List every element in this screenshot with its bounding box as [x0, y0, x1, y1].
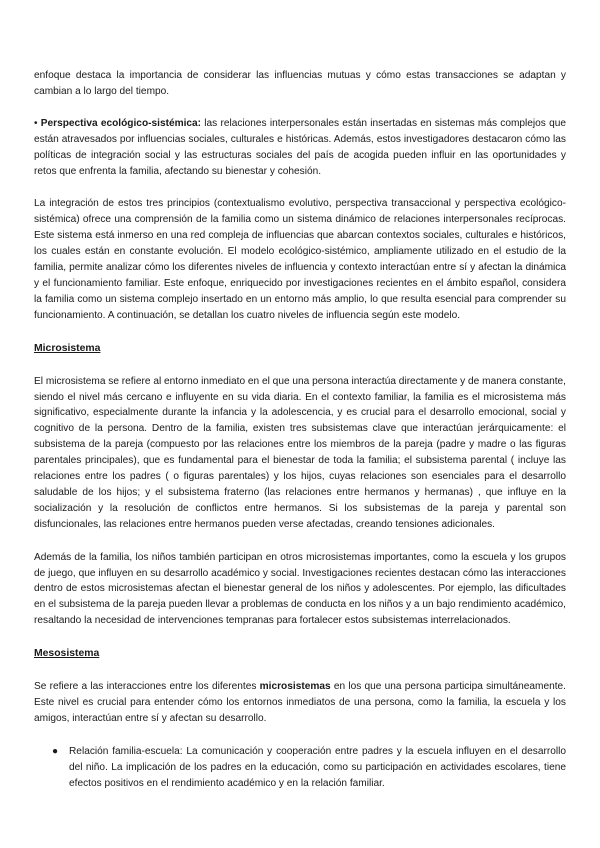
ecological-systemic-text: las relaciones interpersonales están insertadas en sistemas más complejos que están atravesados por influencias sociales, culturales e históricas. Además, estos investigadores destacaron cómo las políticas de integración social y las estructuras sociales del país de acogida pueden influir en las oportunidades y retos que enfrenta la familia, afectando su bienestar y cohesión. [34, 117, 566, 177]
heading-microsistema: Microsistema [34, 342, 101, 354]
paragraph-microsistema-other: Además de la familia, los niños también participan en otros microsistemas importantes, como la escuela y los grupos de juego, que influyen en su desarrollo académico y social. Investigaciones recientes destacan cómo las interacciones dentro de estos microsistemas afectan el bienestar general de los niños y adolescentes. Por ejemplo, las dificultades en el subsistema de la pareja pueden llevar a problemas de conducta en los niños y a un bajo rendimiento académico, resaltando la necesidad de intervenciones tempranas para fortalecer estos subsistemas interrelacionados. [34, 551, 566, 627]
bullet-symbol: • [34, 117, 38, 129]
paragraph-transactional-end: enfoque destaca la importancia de considerar las influencias mutuas y cómo estas transacciones se adaptan y cambian a lo largo del tiempo. [34, 70, 566, 97]
paragraph-mesosistema-definition [34, 679, 566, 727]
mesosistema-text-b: en los que una persona participa simultáneamente. Este nivel es crucial para entender cómo los entornos inmediatos de una persona, como la familia, la escuela y los amigos, interactúan entre sí y afectan su desarrollo. [34, 681, 566, 724]
paragraph-microsistema-definition: El microsistema se refiere al entorno inmediato en el que una persona interactúa directamente y de manera constante, siendo el nivel más cercano e influyente en su vida diaria. En el contexto familiar, la familia es el microsistema más significativo, especialmente durante la infancia y la adolescencia, y es crucial para el desarrollo emocional, social y cognitivo de la persona. Dentro de la familia, existen tres subsistemas clave que interactúan jerárquicamente: el subsistema de la pareja (compuesto por las relaciones entre los miembros de la pareja (padre y madre o las figuras parentales principales), que es fundamental para el bienestar de toda la familia; el subsistema parental ( incluye las relaciones entre los padres ( o figuras parentales) y los hijos, cuyas relaciones son esenciales para el desarrollo saludable de los hijos; y el subsistema fraterno (las relaciones entre hermanos y hermanas) , que influye en la socialización y la resolución de conflictos entre hermanos. Si los subsistemas de la pareja y parental son disfuncionales, las relaciones entre hermanos pueden verse afectadas, creando tensiones adicionales. [34, 375, 566, 530]
list-item-family-school-text: Relación familia-escuela: La comunicación y cooperación entre padres y la escuela influyen en el desarrollo del niño. La implicación de los padres en la educación, como su participación en actividades escolares, tiene efectos positivos en el rendimiento académico y en la relación familiar. [69, 745, 566, 789]
paragraph-integration: La integración de estos tres principios (contextualismo evolutivo, perspectiva transaccional y perspectiva ecológico-sistémica) ofrece una comprensión de la familia como un sistema dinámico de relaciones interpersonales recíprocas. Este sistema está inmerso en una red compleja de influencias que abarcan contextos sociales, culturales e históricos, los cuales están en constante evolución. El modelo ecológico-sistémico, ampliamente utilizado en el estudio de la familia, permite analizar cómo los diferentes niveles de influencia y contexto interactúan entre sí y afectan la dinámica y el funcionamiento familiar. Este enfoque, enriquecido por investigaciones recientes en el ámbito español, considera la familia como un sistema complejo insertado en un entorno más amplio, lo que resulta esencial para comprender su funcionamiento. A continuación, se detallan los cuatro niveles de influencia según este modelo. [34, 198, 566, 321]
term-microsistemas: microsistemas [259, 681, 331, 693]
paragraph-ecological-systemic [34, 116, 566, 180]
list-item-family-school [34, 744, 566, 792]
mesosistema-text-a: Se refiere a las interacciones entre los diferentes [34, 681, 260, 693]
heading-mesosistema: Mesosistema [34, 648, 100, 660]
term-ecological-systemic: Perspectiva ecológico-sistémica: [40, 117, 202, 129]
bullet-dot-icon: ● [52, 745, 59, 757]
